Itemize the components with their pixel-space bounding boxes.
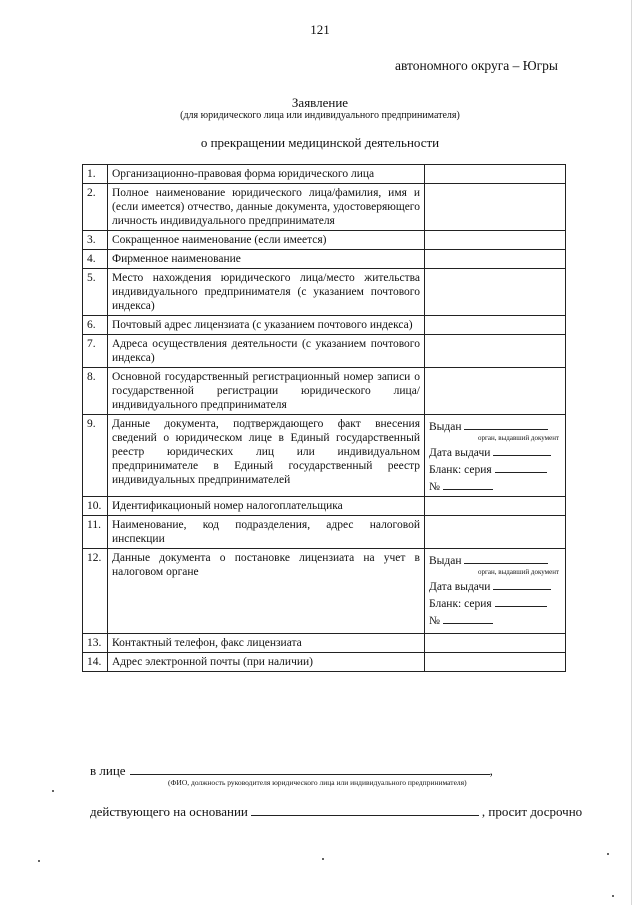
speck [38,860,40,862]
number-label: № [429,481,440,493]
row-value-cell[interactable] [425,653,566,672]
table-row [83,497,566,516]
document-heading: о прекращении медицинской деятельности [200,135,440,150]
row-value-cell[interactable] [425,497,566,516]
row-label: Адреса осуществления деятельности (с указанием почтового индекса) [108,335,425,368]
speck [322,858,324,860]
row-number: 5. [83,269,108,316]
issue-date-label: Дата выдачи [429,581,491,593]
row-label: Данные документа о постановке лицензиата на учет в налоговом органе [108,549,425,634]
issue-date-label: Дата выдачи [429,447,491,459]
basis-label: действующего на основании [90,804,248,819]
table-row [83,415,566,497]
in-person-line [90,762,493,779]
row-number: 12. [83,549,108,634]
series-field[interactable] [495,594,547,607]
row-label: Место нахождения юридического лица/место жительства индивидуального предпринимателя (с указанием почтового индекса) [108,269,425,316]
row-value-cell[interactable] [425,250,566,269]
table-row [83,368,566,415]
issue-date-field[interactable] [493,443,551,456]
page-number: 121 [310,22,330,37]
row-number: 4. [83,250,108,269]
issued-field[interactable] [464,417,548,430]
issued-label: Выдан [429,421,462,433]
table-row [83,549,566,634]
tax-document-cell[interactable] [425,549,566,634]
table-row [83,250,566,269]
table-row [83,269,566,316]
representative-field[interactable] [130,762,490,775]
issue-date-field[interactable] [493,577,551,590]
document-title: Заявление [291,95,349,110]
row-value-cell[interactable] [425,231,566,250]
row-value-cell[interactable] [425,316,566,335]
row-value-cell[interactable] [425,516,566,549]
in-person-label: в лице [90,763,126,778]
table-row [83,335,566,368]
row-number: 8. [83,368,108,415]
series-label: Бланк: серия [429,464,492,476]
table-row [83,165,566,184]
row-value-cell[interactable] [425,634,566,653]
row-label: Контактный телефон, факс лицензиата [108,634,425,653]
row-label: Сокращенное наименование (если имеется) [108,231,425,250]
issuer-note: орган, выдавший документ [478,568,559,576]
issued-label: Выдан [429,555,462,567]
issuer-note: орган, выдавший документ [478,434,559,442]
fio-note: (ФИО, должность руководителя юридического лица или индивидуального предпринимателя) [168,778,467,787]
row-number: 3. [83,231,108,250]
table-row [83,231,566,250]
issued-field[interactable] [464,551,548,564]
row-label: Почтовый адрес лицензиата (с указанием почтового индекса) [108,316,425,335]
speck [52,790,54,792]
registry-document-cell[interactable] [425,415,566,497]
row-label: Основной государственный регистрационный номер записи о государственной регистрации юридического лица/индивидуального предпринимателя [108,368,425,415]
region-name: автономного округа – Югры [395,58,558,73]
table-row [83,653,566,672]
speck [612,895,614,897]
number-label: № [429,615,440,627]
row-number: 9. [83,415,108,497]
row-number: 7. [83,335,108,368]
row-number: 14. [83,653,108,672]
row-number: 2. [83,184,108,231]
number-field[interactable] [443,477,493,490]
basis-line [90,803,582,820]
table-row [83,516,566,549]
speck [607,853,609,855]
row-number: 6. [83,316,108,335]
row-value-cell[interactable] [425,335,566,368]
row-label: Наименование, код подразделения, адрес налоговой инспекции [108,516,425,549]
row-label: Данные документа, подтверждающего факт внесения сведений о юридическом лице в Единый государственный реестр юридических лиц или индивидуальном предпринимателе в Единый государственный реестр индивидуальных предпринимателей [108,415,425,497]
row-number: 13. [83,634,108,653]
basis-tail: , просит досрочно [481,804,583,819]
row-number: 11. [83,516,108,549]
basis-field[interactable] [251,803,479,816]
number-field[interactable] [443,611,493,624]
row-label: Идентификационый номер налогоплательщика [108,497,425,516]
row-number: 1. [83,165,108,184]
table-row [83,634,566,653]
row-value-cell[interactable] [425,165,566,184]
table-row [83,184,566,231]
series-field[interactable] [495,460,547,473]
row-value-cell[interactable] [425,269,566,316]
row-label: Организационно-правовая форма юридического лица [108,165,425,184]
in-person-end: , [489,763,493,778]
row-number: 10. [83,497,108,516]
application-form-table [82,164,566,672]
row-label: Адрес электронной почты (при наличии) [108,653,425,672]
document-subtitle: (для юридического лица или индивидуального предпринимателя) [180,110,460,121]
series-label: Бланк: серия [429,598,492,610]
row-value-cell[interactable] [425,184,566,231]
table-row [83,316,566,335]
row-label: Фирменное наименование [108,250,425,269]
row-value-cell[interactable] [425,368,566,415]
row-label: Полное наименование юридического лица/фамилия, имя и (если имеется) отчество, данные документа, удостоверяющего личность индивидуального предпринимателя [108,184,425,231]
